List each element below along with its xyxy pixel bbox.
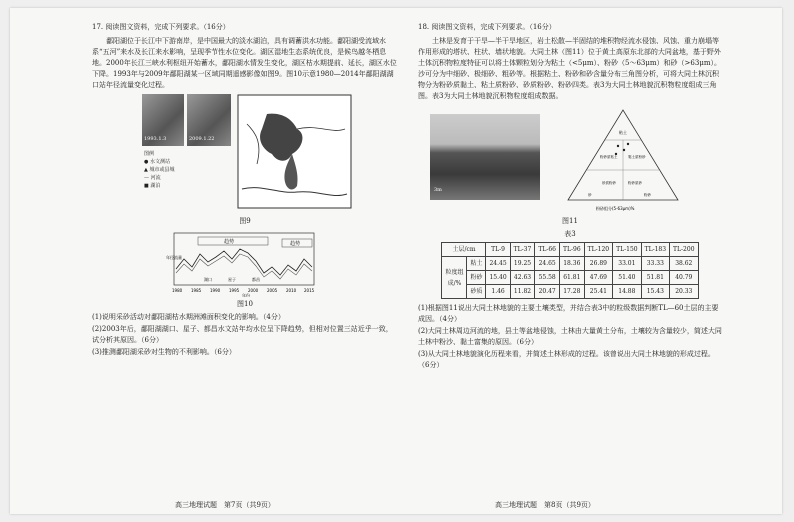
svg-text:黏土质粉砂: 黏土质粉砂 xyxy=(628,155,646,159)
tri-axis-label: 粉砂组分(5-63μm)% xyxy=(596,206,635,211)
satellite-image-2009 xyxy=(187,94,231,146)
table3-caption: 表3 xyxy=(564,230,576,238)
satellite-image-1993 xyxy=(142,94,184,146)
svg-text:粉砂质粘土: 粉砂质粘土 xyxy=(600,155,618,159)
svg-text:星子: 星子 xyxy=(228,277,236,282)
q17-header: 17. 阅读图文资料，完成下列要求。（16分） xyxy=(92,23,230,31)
footer-left: 高三地理试题 第7页（共9页） xyxy=(175,501,275,509)
satellite-label-1993: 1993.1.3 xyxy=(144,136,167,142)
table-row: 粒度组成/% 粘土 24.45 19.25 24.65 18.36 26.89 33.01 33.33 38.62 xyxy=(442,257,698,271)
svg-text:粘土: 粘土 xyxy=(619,130,627,135)
svg-text:1985: 1985 xyxy=(191,288,202,293)
figure-10 xyxy=(92,229,398,297)
chart-xlabel: 年份 xyxy=(242,293,250,297)
q18-header: 18. 阅读图文资料，完成下列要求。（16分） xyxy=(418,23,556,31)
svg-text:1990: 1990 xyxy=(210,288,221,293)
table-row: 砂质 1.46 11.82 20.47 17.28 25.41 14.88 15.43 20.33 xyxy=(442,285,698,299)
table-header-row: 土层/cm TL-9 TL-37 TL-66 TL-96 TL-120 TL-150 TL-183 TL-200 xyxy=(442,243,698,257)
svg-text:砂: 砂 xyxy=(588,193,592,197)
earth-forest-photo xyxy=(430,114,540,200)
q18-sub-3: (3)从大同土林地貌演化历程来看，并简述土林形成的过程。该曾说出大同土林地貌的形成过程。（6分） xyxy=(418,350,715,369)
page-right xyxy=(418,22,722,372)
svg-text:2010: 2010 xyxy=(286,288,297,293)
svg-text:湖口: 湖口 xyxy=(204,277,212,282)
svg-text:2000: 2000 xyxy=(248,288,259,293)
footer-right: 高三地理试题 第8页（共9页） xyxy=(495,501,595,509)
fig9-caption: 图9 xyxy=(239,217,251,225)
table-group-label: 粒度组成/% xyxy=(442,257,467,299)
q17-sub-2: (2)2003年后，鄱阳湖湖口、星子、都昌水文站年均水位呈下降趋势，但相对位置三站近乎一致，试分析其原因。（6分） xyxy=(92,325,393,344)
exam-sheet xyxy=(10,8,782,514)
ternary-diagram xyxy=(558,106,688,214)
photo-scale-label: 3m xyxy=(434,187,442,193)
svg-text:都昌: 都昌 xyxy=(252,277,260,282)
svg-text:粉砂质砂: 粉砂质砂 xyxy=(628,181,642,185)
q18-sub-1: (1)根据图11说出大同土林地貌的主要土壤类型，并结合表3中的粒级数据判断TL—60土层的主要成因。（4分） xyxy=(418,304,719,323)
q17-sub-1: (1)说明采砂活动对鄱阳湖枯水期洲滩面积变化的影响。（4分） xyxy=(92,313,285,321)
q18-sub-2: (2)大同土林周边河流的地，县土等盆地侵蚀，土林由大量黄土分布，土壤较为含量较少，简述大同土林中粉沙、黏土富集的原因。（6分） xyxy=(418,327,722,346)
q17-sub-3: (3)推测鄱阳湖采砂对生物的不利影响。（6分） xyxy=(92,348,236,356)
legend-item: ● 水文测站 xyxy=(144,159,170,165)
table-row: 粉砂 15.40 42.63 55.58 61.81 47.69 51.40 51.81 40.79 xyxy=(442,271,698,285)
satellite-label-2009: 2009.1.22 xyxy=(189,136,215,142)
legend-title: 图例 xyxy=(144,151,155,157)
trend-label-1: 趋势 xyxy=(224,239,235,245)
svg-text:砂质粉砂: 砂质粉砂 xyxy=(602,181,616,185)
legend-item: ▲ 城市或县城 xyxy=(144,167,175,173)
granularity-table xyxy=(441,242,698,299)
figure-9 xyxy=(92,94,398,214)
poyang-lake-map xyxy=(237,94,352,209)
trend-label-2: 趋势 xyxy=(290,241,301,247)
chart-ylabel: 年径流量 xyxy=(166,255,182,260)
legend-item: ■ 湖泊 xyxy=(144,183,161,189)
figure-11 xyxy=(418,106,722,214)
q17-paragraph: 鄱阳湖位于长江中下游南岸，是中国最大的淡水湖泊，具有调蓄洪水功能。鄱阳湖受流域水系“五河”来水及长江来水影响，呈现季节性水位变化。湖区湿地生态系统优良，是候鸟越冬栖息地。2000年长江三峡水利枢纽开始蓄水，鄱阳湖水情发生变化，湖区枯水期提前、延长，湖区水位下降。1993年与2009年鄱阳湖某一区域同期遥感影像如图9。图10示意1980—2014年鄱阳湖湖口站年径流量变化过程。 xyxy=(92,37,397,89)
fig10-caption: 图10 xyxy=(237,300,253,308)
svg-text:1995: 1995 xyxy=(229,288,240,293)
q18-paragraph: 土林是发育于干旱—半干旱地区，岩土松散—半固结的堆积物经流水侵蚀、风蚀、重力崩塌等作用形成的塔状、柱状、墙状地貌。大同土林（图11）位于黄土高原东北部的大同盆地，基于野外土体沉积物粒度特征可以将土体颗粒划分为粘土（<5μm）、粉砂（5～63μm）和砂（>63μm）。沙可分为中细砂、极细砂、粗砂等。根据粘土、粉砂和砂含量分布三角图分析，可将大同土林沉积物分为粉砂质黏土、粘土质粉砂、砂质粉砂、粉砂四类。表3为大同土林地貌沉积物粒度组成三角图。表3为大同土林地貌沉积物粒度组成数据。 xyxy=(418,37,722,100)
runoff-chart xyxy=(164,229,324,297)
svg-text:2015: 2015 xyxy=(304,288,315,293)
svg-text:2005: 2005 xyxy=(267,288,278,293)
svg-text:1980: 1980 xyxy=(172,288,183,293)
page-left xyxy=(92,22,398,359)
svg-text:粉砂: 粉砂 xyxy=(644,193,651,197)
fig11-caption: 图11 xyxy=(562,217,578,225)
legend-box xyxy=(144,150,214,190)
legend-item: — 河流 xyxy=(144,175,161,181)
